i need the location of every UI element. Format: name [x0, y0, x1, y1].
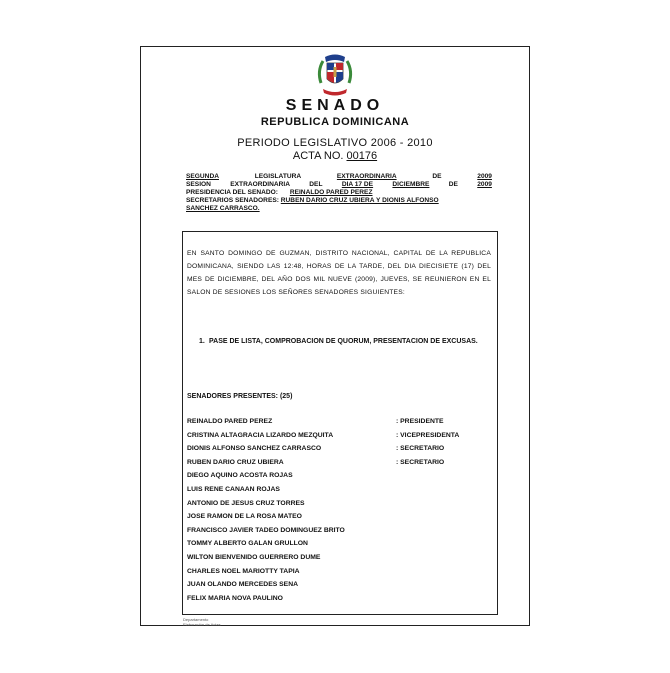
senator-name: RUBEN DARIO CRUZ UBIERA [187, 458, 284, 466]
meta-del: DEL [309, 181, 323, 188]
senator-role: : SECRETARIO [396, 458, 445, 466]
senator-row [187, 445, 495, 459]
acta-label: ACTA NO. [292, 150, 344, 162]
secretarios-value-continued: SANCHEZ CARRASCO. [186, 205, 260, 212]
senator-row [187, 554, 495, 568]
presidencia-line [186, 189, 492, 197]
document-page [140, 46, 530, 626]
meta-legislatura-label: LEGISLATURA [254, 173, 302, 180]
senator-name: ANTONIO DE JESUS CRUZ TORRES [187, 499, 305, 507]
acta-number: 00176 [346, 150, 378, 162]
senator-row [187, 459, 495, 473]
senators-present-heading: SENADORES PRESENTES: (25) [187, 393, 293, 400]
secretarios-value: RUBEN DARIO CRUZ UBIERA Y DIONIS ALFONSO [280, 197, 439, 204]
meta-sesion-label: SESION [186, 181, 211, 188]
secretarios-line-2 [186, 205, 492, 213]
institution-title: SENADO [285, 97, 385, 114]
acta-number-line [141, 150, 529, 162]
meta-sesion-month: DICIEMBRE [392, 181, 430, 188]
senator-name: WILTON BIENVENIDO GUERRERO DUME [187, 553, 321, 561]
senator-name: REINALDO PARED PEREZ [187, 418, 273, 425]
meta-sesion-type: EXTRAORDINARIA [230, 181, 290, 188]
country-title: REPUBLICA DOMINICANA [260, 116, 410, 128]
footer-line-2: Elaboración de Actas [183, 622, 221, 627]
senator-name: DIONIS ALFONSO SANCHEZ CARRASCO [187, 445, 322, 453]
senator-name: CHARLES NOEL MARIOTTY TAPIA [187, 567, 300, 575]
agenda-item [199, 335, 489, 348]
senator-role: : VICEPRESIDENTA [396, 431, 460, 439]
senator-name: CRISTINA ALTAGRACIA LIZARDO MEZQUITA [187, 431, 334, 439]
footer-line-1: Departamento [183, 617, 209, 622]
senator-name: JOSE RAMON DE LA ROSA MATEO [187, 513, 302, 521]
senator-row [187, 540, 495, 554]
meta-sesion-year: 2009 [477, 181, 492, 188]
legislative-period: PERIODO LEGISLATIVO 2006 - 2010 [237, 137, 433, 149]
agenda-item-number: 1. [199, 338, 205, 345]
senator-row [187, 513, 495, 527]
senator-row [187, 568, 495, 582]
agenda-item-text: PASE DE LISTA, COMPROBACION DE QUORUM, PRESENTACION DE EXCUSAS. [209, 338, 478, 345]
secretarios-label: SECRETARIOS SENADORES: [186, 197, 279, 204]
intro-paragraph: EN SANTO DOMINGO DE GUZMAN, DISTRITO NACIONAL, CAPITAL DE LA REPUBLICA DOMINICANA, SIENDO LAS 12:48, HORAS DE LA TARDE, DEL DIA DIECISIETE (17) DEL MES DE DICIEMBRE, DEL AÑO DOS MIL NUEVE (2009), JUEVES, SE REUNIERON EN EL SALON DE SESIONES LOS SEÑORES SENADORES SIGUIENTES: [187, 250, 491, 296]
senator-row [187, 432, 495, 446]
senator-name: LUIS RENE CANAAN ROJAS [187, 485, 280, 493]
meta-de: DE [432, 173, 442, 180]
senator-role: : SECRETARIO [396, 445, 445, 453]
presidencia-label: PRESIDENCIA DEL SENADO: [186, 189, 278, 196]
senators-list [187, 418, 495, 608]
senator-role: : PRESIDENTE [396, 418, 444, 425]
senator-name: JUAN OLANDO MERCEDES SENA [187, 581, 299, 589]
meta-legislatura-ordinal: SEGUNDA [186, 173, 219, 180]
senator-row [187, 500, 495, 514]
secretarios-line [186, 197, 492, 205]
senator-row [187, 486, 495, 500]
presidencia-value: REINALDO PARED PEREZ [289, 189, 373, 196]
senator-row [187, 472, 495, 486]
coat-of-arms-icon [315, 53, 355, 97]
legislatura-line [186, 173, 492, 181]
meta-legislatura-year: 2009 [477, 173, 492, 180]
meta-legislatura-type: EXTRAORDINARIA [336, 173, 397, 180]
minutes-body-box [182, 231, 498, 615]
meta-de-2: DE [448, 181, 458, 188]
senator-row [187, 418, 495, 432]
senator-name: DIEGO AQUINO ACOSTA ROJAS [187, 472, 293, 480]
footer-note [183, 617, 221, 627]
senator-name: FRANCISCO JAVIER TADEO DOMINGUEZ BRITO [187, 526, 345, 534]
senator-row [187, 595, 495, 609]
senator-name: FELIX MARIA NOVA PAULINO [187, 594, 283, 602]
senator-row [187, 581, 495, 595]
senator-row [187, 527, 495, 541]
senator-name: TOMMY ALBERTO GALAN GRULLON [187, 540, 308, 548]
sesion-line [186, 181, 492, 189]
meta-sesion-day: DIA 17 DE [341, 181, 374, 188]
